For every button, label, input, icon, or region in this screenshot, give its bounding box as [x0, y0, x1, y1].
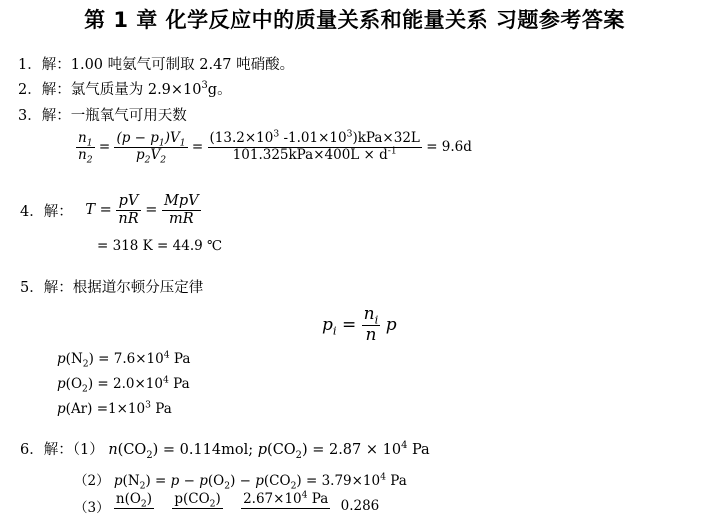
- answer-text: 一瓶氧气可用天数: [70, 108, 187, 124]
- part-2-label: （2）: [74, 473, 110, 489]
- part-3-label: （3）: [74, 500, 110, 516]
- equation-3: $\frac{n_1}{n_2}$ = $\frac{(p - p_1)V_1}{p_2V_2}$ = $\frac{(13.2\times 10^3 -1.01\times 10^3)kPa\times 32L}{101.325kPa\times 400L \times d^{-1}}$ = 9.6d: [78, 128, 472, 166]
- answer-1: [18, 53, 294, 74]
- answer-text-end: g。: [207, 82, 232, 98]
- equation-3-result: = 9.6d: [426, 139, 472, 156]
- ratio-n1-n2: $\frac{n_1}{n_2}$: [78, 130, 93, 166]
- partial-pressure-n2: $p(N_2) = 7.6\times 10^4$ Pa: [57, 349, 191, 370]
- answer-3: [18, 104, 187, 125]
- part-1-label: （1）: [72, 442, 104, 458]
- temperature-result: = 318 K = 44.9 ℃: [97, 238, 223, 254]
- answer-number: 6．: [20, 442, 44, 458]
- exponent: 3: [201, 80, 208, 92]
- answer-number: 2．: [18, 82, 42, 98]
- answer-label: 解：: [41, 57, 71, 73]
- answer-text: 根据道尔顿分压定律: [72, 280, 204, 296]
- answer-text: 氯气质量为 2.9×10: [70, 82, 202, 98]
- answer-6-part-2: （2） $p(N_2) = p - p(O_2) - p(CO_2) = 3.79\times 10^4$ Pa: [74, 471, 407, 492]
- temperature-symbol: T: [85, 202, 96, 219]
- dalton-law-equation: $p_i$ = $\frac{n_i}{n}$ p: [322, 304, 397, 345]
- answer-number: 1．: [18, 57, 42, 73]
- answer-6-part-3: （3） $n(O_2)$ $p(CO_2)$ $2.67\times 10^4$ Pa 0.286: [74, 489, 380, 516]
- fraction-values: $\frac{(13.2\times 10^3 -1.01\times 10^3)kPa\times 32L}{101.325kPa\times 400L \times d^{-1}}$: [209, 128, 420, 163]
- fraction-pv-nr: $\frac{pV}{nR}$: [118, 193, 139, 227]
- answer-text: 1.00 吨氨气可制取 2.47 吨硝酸。: [70, 57, 295, 73]
- page-title: 第 1 章 化学反应中的质量关系和能量关系 习题参考答案: [84, 8, 625, 32]
- answer-label: 解：: [43, 442, 73, 458]
- answer-label: 解：: [43, 280, 73, 296]
- answer-6: 6．解：（1） $n(CO_2) = 0.114mol$; $p(CO_2) = 2.87 \times 10^4$ Pa: [20, 440, 430, 461]
- partial-pressure-o2: $p(O_2) = 2.0\times 10^4$ Pa: [57, 374, 190, 395]
- answer-label: 解：: [41, 82, 71, 98]
- answer-2: [18, 78, 232, 99]
- fraction-mpv-mr: $\frac{\text{MpV}}{mR}$: [164, 193, 199, 227]
- answer-number: 5．: [20, 280, 44, 296]
- answer-number: 4．: [20, 203, 44, 220]
- fraction-pressure-volume: $\frac{(p - p_1)V_1}{p_2V_2}$: [116, 130, 186, 166]
- answer-5: [20, 276, 203, 297]
- partial-pressure-ar: $p(Ar) =1\times 10^3$ Pa: [57, 399, 172, 417]
- answer-label: 解：: [43, 203, 73, 220]
- answer-number: 3．: [18, 108, 42, 124]
- answer-label: 解：: [41, 108, 71, 124]
- answer-4: 4．解： T = $\frac{pV}{nR}$ = $\frac{\text{MpV}}{mR}$: [20, 193, 199, 227]
